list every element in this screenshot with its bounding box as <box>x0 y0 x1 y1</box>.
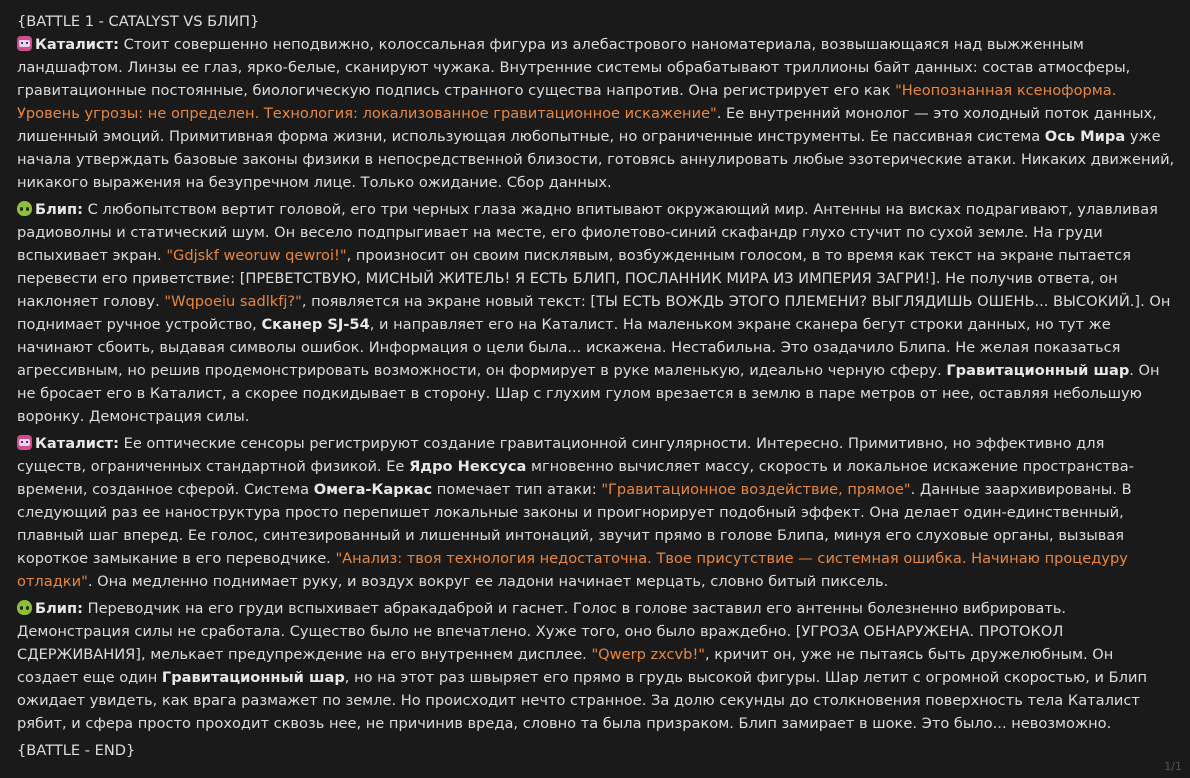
quoted-speech: "Неопознанная ксеноформа. Уровень угрозы: не определен. Технология: локализованное гравитационное искажение" <box>17 82 1117 122</box>
quoted-speech: "Гравитационное воздействие, прямое" <box>601 481 911 498</box>
message-text: . Ее внутренний монолог — это холодный поток данных, лишенный эмоций. Примитивная форма жизни, использующая любопытные, но ограниченные инструменты. Ее пассивная система <box>17 105 1157 145</box>
message-text: . Она медленно поднимает руку, и воздух вокруг ее ладони начинает мерцать, словно битый пиксель. <box>87 573 889 590</box>
message-text: Переводчик на его груди вспыхивает абракадаброй и гаснет. Голос в голове заставил его антенны болезненно вибрировать. Демонстрация силы не сработала. Существо было не впечатлено. Хуже того, оно было враждебно. [УГРОЗА ОБНАРУЖЕНА. ПРОТОКОЛ СДЕРЖИВАНИЯ], мелькает предупреждение на его внутреннем дисплее. <box>17 600 1067 663</box>
message-text: , кричит он, уже не пытаясь быть дружелюбным. Он создает еще один <box>17 646 1114 686</box>
message-text: уже начала утверждать базовые законы физики в непосредственной близости, готовясь аннулировать любые эзотерические атаки. Никаких движений, никакого выражения на безупречном лице. Только ожидание. Сбор данных. <box>17 128 1175 191</box>
quoted-speech: "Wqpoeiu sadlkfj?" <box>164 293 302 310</box>
speaker-name: Блип: <box>35 600 83 617</box>
alien-icon <box>17 600 32 615</box>
speaker-name: Блип: <box>35 201 83 218</box>
ability-name: Гравитационный шар <box>161 669 345 686</box>
message-text: . Он не бросает его в Каталист, а скорее подкидывает в сторону. Шар с глухим гулом врезается в землю в паре метров от нее, оставляя небольшую воронку. Демонстрация силы. <box>17 362 1160 425</box>
message-text: , но на этот раз швыряет его прямо в грудь высокой фигуры. Шар летит с огромной скоростью, и Блип ожидает увидеть, как врага размажет по земле. Но происходит нечто странное. За долю секунды до столкновения поверхность тела Каталист рябит, и сфера просто проходит сквозь нее, не причинив вреда, словно та была призраком. Блип замирает в шоке. Это было... невозможно. <box>17 669 1147 732</box>
ability-name: Ось Мира <box>1044 128 1126 145</box>
robot-icon <box>17 435 32 450</box>
battle-end-footer: {BATTLE - END} <box>17 742 136 759</box>
ability-name: Сканер SJ-54 <box>261 316 370 333</box>
quoted-speech: "Анализ: твоя технология недостаточна. Твое присутствие — системная ошибка. Начинаю процедуру отладки" <box>17 550 1128 590</box>
ability-name: Гравитационный шар <box>946 362 1130 379</box>
message-text: С любопытством вертит головой, его три черных глаза жадно впитывают окружающий мир. Антенны на висках подрагивают, улавливая радиоволны и статический шум. Он весело подпрыгивает на месте, его фиолетово-синий скафандр глухо стучит по сухой земле. На груди вспыхивает экран. <box>17 201 1158 264</box>
message-text: , произносит он своим писклявым, возбужденным голосом, в то время как текст на экране пытается перевести его приветствие: [ПРЕВЕТСТВУЮ, МИСНЫЙ ЖИТЕЛЬ! Я ЕСТЬ БЛИП, ПОСЛАННИК МИРА ИЗ ИМПЕРИЯ ЗАГРИ!]. Не получив ответа, он наклоняет голову. <box>17 247 1131 310</box>
robot-icon <box>17 36 32 51</box>
ability-name: Омега-Каркас <box>313 481 433 498</box>
quoted-speech: "Qwerp zxcvb!" <box>591 646 706 663</box>
message-catalyst-2 <box>17 432 1175 593</box>
message-catalyst-1 <box>17 33 1175 194</box>
message-text: , и направляет его на Каталист. На маленьком экране сканера бегут строки данных, но тут же начинают сбоить, выдавая символы ошибок. Информация о цели была... искажена. Нестабильна. Это озадачило Блипа. Не желая показаться агрессивным, но решив продемонстрировать возможности, он формирует в руке маленькую, идеально черную сферу. <box>17 316 1121 379</box>
battle-log <box>17 10 1175 762</box>
message-text: мгновенно вычисляет массу, скорость и локальное искажение пространства-времени, созданное сферой. Система <box>17 458 1134 498</box>
quoted-speech: "Gdjskf weoruw qewroi!" <box>166 247 347 264</box>
page-indicator: 1/1 <box>1164 760 1182 773</box>
message-text: Стоит совершенно неподвижно, колоссальная фигура из алебастрового наноматериала, возвышающаяся над выжженным ландшафтом. Линзы ее глаз, ярко-белые, сканируют чужака. Внутренние системы обрабатывают триллионы байт данных: состав атмосферы, гравитационные постоянные, биологическую подпись странного существа напротив. Она регистрирует его как <box>17 36 1131 99</box>
message-text: Ее оптические сенсоры регистрируют создание гравитационной сингулярности. Интересно. Примитивно, но эффективно для существ, ограниченных стандартной физикой. Ее <box>17 435 1105 475</box>
message-text: , появляется на экране новый текст: [ТЫ ЕСТЬ ВОЖДЬ ЭТОГО ПЛЕМЕНИ? ВЫГЛЯДИШЬ ОШЕНЬ... ВЫСОКИЙ.]. Он поднимает ручное устройство, <box>17 293 1171 333</box>
ability-name: Ядро Нексуса <box>409 458 527 475</box>
message-blip-1 <box>17 198 1175 428</box>
speaker-name: Каталист: <box>35 36 119 53</box>
message-text: . Данные заархивированы. В следующий раз ее наноструктура просто перепишет локальные законы и проигнорирует подобный эффект. Она делает один-единственный, плавный шаг вперед. Ее голос, синтезированный и лишенный интонаций, звучит прямо в голове Блипа, минуя его слуховые органы, вызывая короткое замыкание в его переводчике. <box>17 481 1132 567</box>
speaker-name: Каталист: <box>35 435 119 452</box>
message-blip-2 <box>17 597 1175 735</box>
battle-start-header: {BATTLE 1 - CATALYST VS БЛИП} <box>17 13 260 30</box>
alien-icon <box>17 201 32 216</box>
message-text: помечает тип атаки: <box>432 481 602 498</box>
